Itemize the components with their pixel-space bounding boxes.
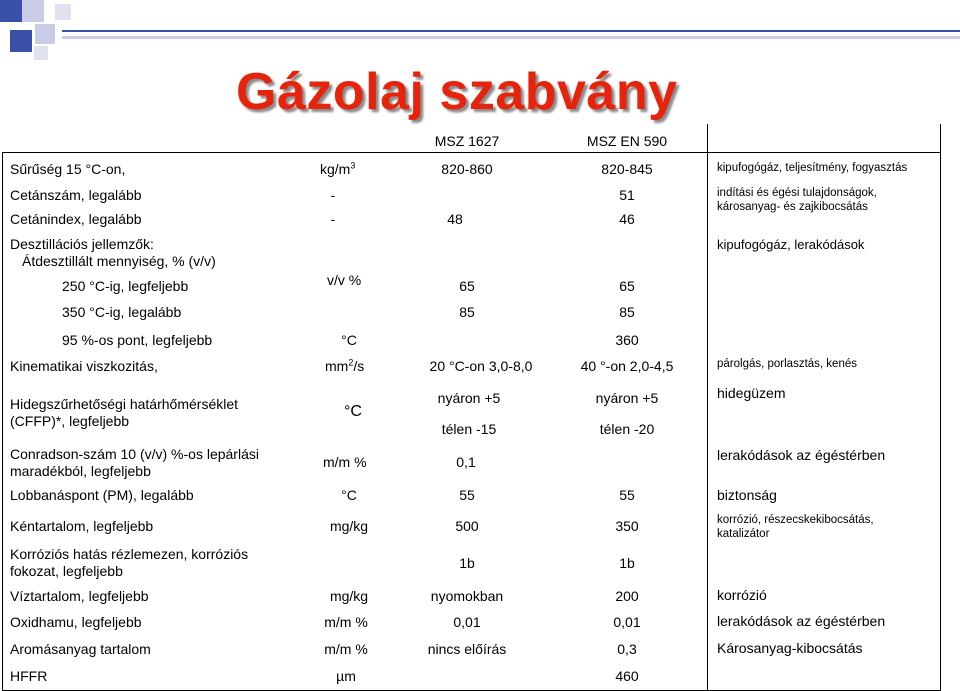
row-cetane-index-en: 46 [619,211,635,227]
row-flash-unit: °C [341,487,357,503]
row-cfpp-msz-winter: télen -15 [441,421,497,437]
row-density-note: kipufogógáz, teljesítmény, fogyasztás [717,162,908,174]
row-corrosion-msz: 1b [459,555,475,571]
row-ash-label: Oxidhamu, legfeljebb [10,614,142,630]
decor-square-blue-1 [0,0,22,22]
row-density-unit: $kg/m^3$ [320,160,356,177]
row-conradson-note: lerakódások az égéstérben [717,447,886,463]
header-msz-en-590: MSZ EN 590 [586,133,668,149]
row-d350-en: 85 [619,304,635,320]
row-hffr-label: HFFR [10,668,48,684]
row-distillation-note: kipufogógáz, lerakódások [717,237,865,252]
row-density-label: Sűrűség 15 °C-on, [10,161,126,177]
row-d250-msz: 65 [459,278,475,294]
row-corrosion-en: 1b [619,555,635,571]
row-d250-en: 65 [619,278,635,294]
row-viscosity-msz: 20 °C-on 3,0-8,0 [429,358,533,374]
row-aromatics-en: 0,3 [617,641,637,657]
table-right-border [940,124,941,691]
row-flash-en: 55 [619,487,635,503]
row-sulfur-note-2: katalizátor [717,528,770,540]
row-cetane-number-en: 51 [619,187,635,203]
decor-square-blue-2 [10,30,32,52]
decor-square-light-2 [35,24,55,44]
row-hffr-unit: µm [336,668,356,684]
row-density-en: 820-845 [601,161,653,177]
row-ash-msz: 0,01 [453,614,481,630]
row-sulfur-unit: mg/kg [329,518,369,534]
row-viscosity-unit: $mm^2/s$ [325,357,365,374]
row-water-label: Víztartalom, legfeljebb [10,588,149,604]
row-ash-en: 0,01 [613,614,641,630]
row-aromatics-note: Károsanyag-kibocsátás [717,640,863,656]
row-viscosity-en: 40 °-on 2,0-4,5 [580,358,674,374]
header-msz-1627: MSZ 1627 [434,133,500,149]
row-water-unit: mg/kg [329,588,369,604]
row-d95-label: 95 %-os pont, legfeljebb [62,332,213,348]
row-flash-note: biztonság [717,487,777,503]
decor-rule-blue [62,30,960,32]
row-sulfur-note: korrózió, részecskekibocsátás, [717,514,874,526]
row-d350-msz: 85 [459,304,475,320]
decor-square-light-3 [55,4,71,20]
row-sulfur-label: Kéntartalom, legfeljebb [10,518,154,534]
row-cfpp-unit: °C [344,403,362,420]
row-sulfur-en: 350 [615,518,639,534]
row-conradson-label: Conradson-szám 10 (v/v) %-os lepárlási [10,446,259,462]
page-title: Gázolaj szabvány [236,63,678,121]
decor-square-light-1 [22,0,44,22]
row-cfpp-sublabel: (CFFP)*, legfeljebb [10,413,130,429]
decor-rule-light [62,36,960,39]
row-water-msz: nyomokban [430,588,504,604]
row-d250-label: 250 °C-ig, legfeljebb [62,278,189,294]
row-cfpp-en-winter: télen -20 [599,421,655,437]
row-cfpp-note: hidegüzem [717,385,786,401]
row-conradson-unit: m/m % [323,454,367,470]
row-water-en: 200 [615,588,639,604]
row-distillation-label: Desztillációs jellemzők: [10,236,154,252]
row-aromatics-msz: nincs előírás [427,641,507,657]
row-sulfur-msz: 500 [455,518,479,534]
row-cfpp-en-summer: nyáron +5 [595,390,659,406]
row-cetane-number-label: Cetánszám, legalább [10,187,142,203]
table-left-border [2,152,3,691]
row-aromatics-label: Aromásanyag tartalom [10,641,151,657]
row-distillation-sublabel: Átdesztillált mennyiség, % (v/v) [22,253,216,269]
row-cetane-index-unit: - [330,211,336,227]
notes-column-divider [707,124,708,691]
row-cetane-index-msz: 48 [447,211,463,227]
row-corrosion-sublabel: fokozat, legfeljebb [10,563,123,579]
row-cfpp-label: Hidegszűrhetőségi határhőmérséklet [10,396,239,412]
row-d95-en: 360 [615,332,639,348]
row-flash-msz: 55 [459,487,475,503]
row-d95-unit: °C [341,332,357,348]
row-cetane-number-note: indítási és égési tulajdonságok, károsanyag- és zajkibocsátás [717,187,877,213]
decor-square-light-4 [34,46,48,60]
row-conradson-sublabel: maradékból, legfeljebb [10,463,151,479]
row-flash-label: Lobbanáspont (PM), legalább [10,487,194,503]
row-cetane-index-label: Cetánindex, legalább [10,211,142,227]
header-row-line [2,152,940,153]
row-conradson-msz: 0,1 [456,454,476,470]
row-viscosity-note: párolgás, porlasztás, kenés [717,358,857,370]
row-corrosion-label: Korróziós hatás rézlemezen, korróziós [10,546,249,562]
row-cfpp-msz-summer: nyáron +5 [437,390,501,406]
row-d350-label: 350 °C-ig, legalább [62,304,182,320]
row-hffr-en: 460 [615,668,639,684]
row-water-note: korrózió [717,587,767,603]
row-aromatics-unit: m/m % [324,641,368,657]
row-ash-note: lerakódások az égéstérben [717,613,886,629]
row-viscosity-label: Kinematikai viszkozitás, [10,358,158,374]
row-density-msz: 820-860 [441,161,493,177]
row-ash-unit: m/m % [324,614,368,630]
row-distillation-unit: v/v % [327,272,362,288]
row-cetane-number-unit: - [330,187,336,203]
